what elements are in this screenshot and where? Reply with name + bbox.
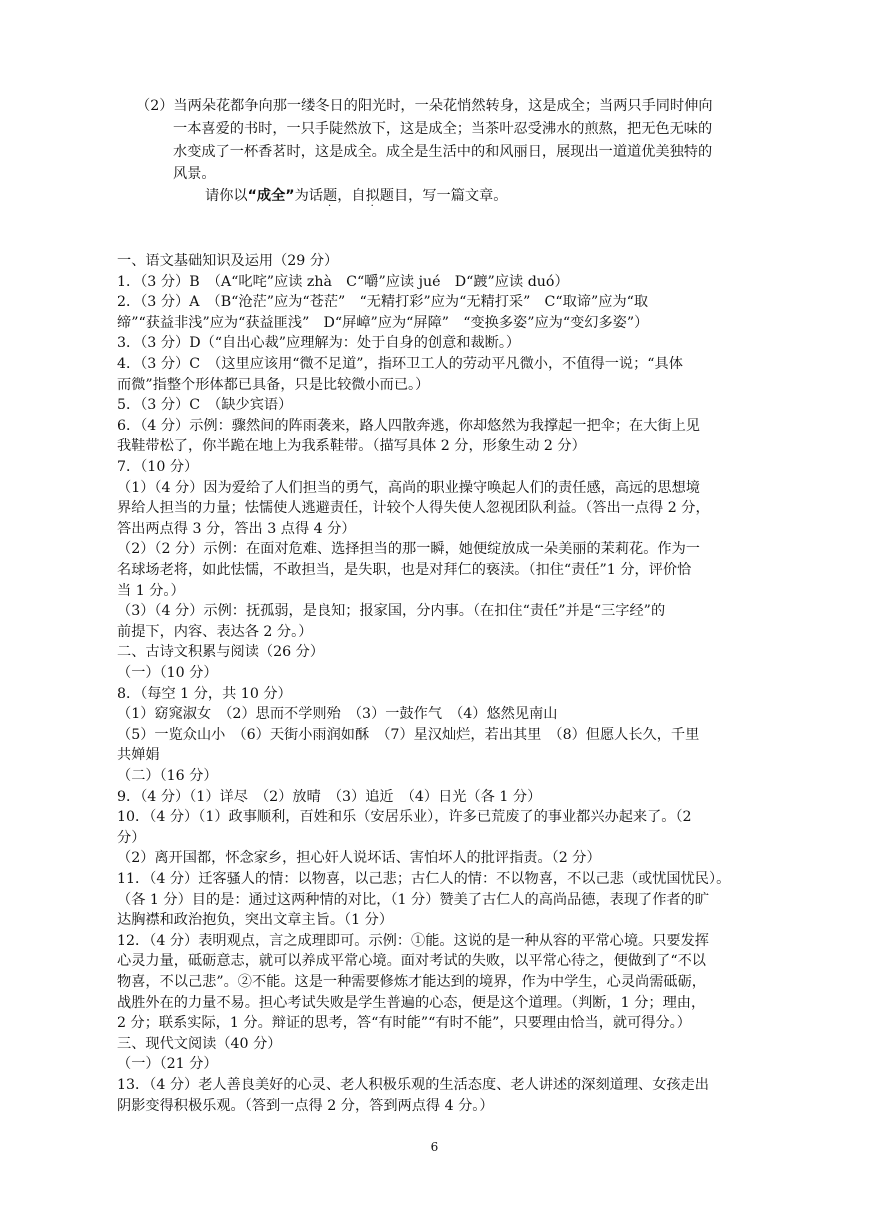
answer-line: 前提下，内容、表达各 2 分。） bbox=[117, 623, 313, 640]
answer-line: 一、语文基础知识及运用（29 分） bbox=[117, 253, 339, 269]
topic-term: “成全” bbox=[247, 188, 295, 204]
answer-line: 缔”“获益非浅”应为“获益匪浅” D“屏嶂”应为“屏障” “变换多姿”应为“变幻多姿”） bbox=[117, 314, 649, 331]
answer-line: （2）（2 分）示例：在面对危难、选择担当的那一瞬，她便绽放成一朵美丽的茉莉花。作为一 bbox=[117, 541, 700, 558]
answer-line: （二）（16 分） bbox=[117, 768, 218, 784]
answer-line: 当 1 分。） bbox=[117, 582, 185, 599]
page-number: 6 bbox=[430, 1140, 439, 1154]
instruction-text: 请你以 bbox=[205, 188, 248, 204]
answer-line: （1）窈窕淑女 （2）思而不学则殆 （3）一鼓作气 （4）悠然见南山 bbox=[117, 706, 558, 723]
answer-line: 1．（3 分）B （A“叱咤”应读 zhà C“嚼”应读 jué D“踱”应读 duó） bbox=[117, 273, 569, 290]
answer-line: （5）一览众山小 （6）天街小雨润如酥 （7）星汉灿烂，若出其里 （8）但愿人长久，千里 bbox=[117, 726, 700, 743]
answer-line: 心灵力量，砥砺意志，就可以养成平常心境。面对考试的失败，以平常心待之，便做到了“不以 bbox=[117, 953, 706, 970]
answer-line: 我鞋带松了，你半跪在地上为我系鞋带。（描写具体 2 分，形象生动 2 分） bbox=[117, 438, 586, 455]
answer-line: 11．（4 分）迁客骚人的情：以物喜，以己悲；古仁人的情：不以物喜，不以己悲（或忧国忧民）。 bbox=[117, 871, 731, 887]
answer-line: 阴影变得积极乐观。（答到一点得 2 分，答到两点得 4 分。） bbox=[117, 1097, 494, 1114]
answer-line: 而微”指整个形体都已具备，只是比较微小而已。） bbox=[117, 376, 430, 393]
answer-line: 三、现代文阅读（40 分） bbox=[117, 1035, 282, 1052]
instruction-text: ，自 bbox=[337, 188, 366, 204]
answer-line: （1）（4 分）因为爱给了人们担当的勇气，高尚的职业操守唤起人们的责任感，高远的思想境 bbox=[117, 479, 700, 496]
answer-line: 8．（每空 1 分，共 10 分） bbox=[117, 685, 292, 702]
answer-line: （3）（4 分）示例：抚孤弱，是良知；报家国，分内事。（在扣住“责任”并是“三字经”的 bbox=[117, 603, 666, 620]
answer-line: 界给人担当的力量；怯懦使人逃避责任，计较个人得失使人忽视团队利益。（答出一点得 2 分， bbox=[117, 500, 710, 517]
prompt-instruction bbox=[205, 186, 508, 206]
answer-line: 5．（3 分）C （缺少宾语） bbox=[117, 397, 293, 414]
answer-line: 3．（3 分）D（“自出心裁”应理解为：处于自身的创意和裁断。） bbox=[117, 335, 521, 352]
answer-line: 13．（4 分）老人善良美好的心灵、老人积极乐观的生活态度、老人讲述的深刻道理、女孩走出 bbox=[117, 1077, 709, 1093]
answer-line: 二、古诗文积累与阅读（26 分） bbox=[117, 644, 325, 661]
prompt-line: 风景。 bbox=[173, 166, 216, 182]
answer-line: （2）离开国都，怀念家乡，担心奸人说坏话、害怕坏人的批评指责。（2 分） bbox=[117, 850, 601, 867]
answer-line: 名球场老将，如此怯懦，不敢担当，是失职，也是对拜仁的亵渎。（扣住“责任”1 分，评价恰 bbox=[117, 562, 692, 578]
answer-line: 答出两点得 3 分，答出 3 点得 4 分） bbox=[117, 520, 356, 537]
answer-line: （一）（10 分） bbox=[117, 665, 218, 681]
answer-line: 10．（4 分）（1）政事顺利，百姓和乐（安居乐业），许多已荒废了的事业都兴办起来了。（2 bbox=[117, 809, 692, 826]
answer-line: 9．（4 分）（1）详尽 （2）放晴 （3）追近 （4）日光（各 1 分） bbox=[117, 788, 542, 805]
answer-line: 物喜，不以己悲”。②不能。这是一种需要修炼才能达到的境界，作为中学生，心灵尚需砥砺， bbox=[117, 974, 706, 990]
answer-line: 2．（3 分）A （B“沧茫”应为“苍茫” “无精打彩”应为“无精打采” C“取谛”应为“取 bbox=[117, 294, 649, 311]
emphasis-dot-char: 题 bbox=[323, 188, 338, 204]
answer-line: 共婵娟 bbox=[117, 747, 160, 764]
instruction-text: 题目，写一篇文章。 bbox=[379, 188, 508, 204]
answer-line: （各 1 分）目的是：通过这两种情的对比，（1 分）赞美了古仁人的高尚品德，表现了作者的旷 bbox=[117, 891, 709, 908]
answer-line: 7．（10 分） bbox=[117, 459, 199, 475]
answer-line: 4．（3 分）C （这里应该用“微不足道”，指环卫工人的劳动平凡微小，不值得一说；“具体 bbox=[117, 356, 683, 372]
answer-line: 分） bbox=[117, 829, 146, 846]
answer-line: 6．（4 分）示例：骤然间的阵雨袭来，路人四散奔逃，你却悠然为我撑起一把伞；在大街上见 bbox=[117, 417, 700, 434]
answer-line: 达胸襟和政治抱负，突出文章主旨。（1 分） bbox=[117, 912, 394, 929]
emphasis-dot-char: 拟 bbox=[365, 188, 380, 204]
prompt-line: （2）当两朵花都争向那一缕冬日的阳光时，一朵花悄然转身，这是成全；当两只手同时伸向 bbox=[136, 98, 713, 114]
answer-line: 2 分；联系实际，1 分。辩证的思考，答“有时能”“有时不能”，只要理由恰当，就可得分。） bbox=[117, 1015, 691, 1032]
prompt-line: 水变成了一杯香茗时，这是成全。成全是生活中的和风丽日，展现出一道道优美独特的 bbox=[173, 144, 713, 160]
answer-line: （一）（21 分） bbox=[117, 1056, 218, 1073]
answer-line: 12．（4 分）表明观点，言之成理即可。示例：①能。这说的是一种从容的平常心境。只要发挥 bbox=[117, 932, 709, 949]
prompt-line: 一本喜爱的书时，一只手陡然放下，这是成全；当茶叶忍受沸水的煎熬，把无色无味的 bbox=[173, 121, 713, 137]
instruction-text: 为话 bbox=[294, 188, 323, 204]
answer-line: 战胜外在的力量不易。担心考试失败是学生普遍的心态，便是这个道理。（判断，1 分；理由， bbox=[117, 994, 706, 1011]
